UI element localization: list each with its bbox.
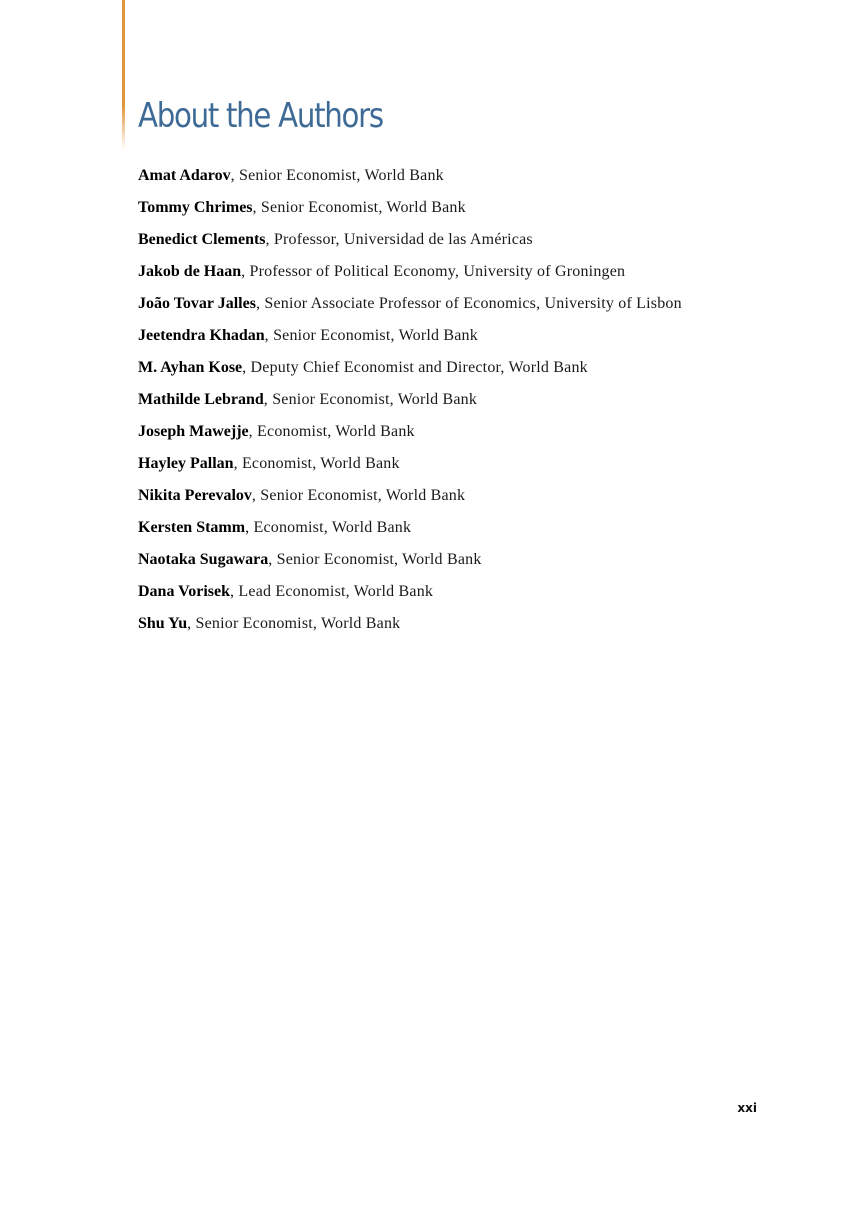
author-name: Kersten Stamm bbox=[138, 519, 246, 536]
author-affiliation: , Senior Economist, World Bank bbox=[264, 327, 478, 344]
author-affiliation: , Economist, World Bank bbox=[245, 519, 412, 536]
page-title: About the Authors bbox=[138, 96, 383, 136]
author-name: Naotaka Sugawara bbox=[138, 551, 269, 568]
author-affiliation: , Senior Economist, World Bank bbox=[252, 199, 466, 216]
author-affiliation: , Senior Economist, World Bank bbox=[263, 391, 478, 408]
author-affiliation: , Lead Economist, World Bank bbox=[230, 583, 434, 600]
author-affiliation: , Economist, World Bank bbox=[233, 455, 400, 472]
accent-rule bbox=[122, 0, 125, 150]
author-entry bbox=[138, 611, 682, 643]
author-entry bbox=[138, 227, 682, 259]
author-entry bbox=[138, 195, 682, 227]
author-name: Shu Yu bbox=[138, 615, 188, 632]
author-affiliation: , Professor, Universidad de las Américas bbox=[265, 231, 533, 248]
author-entry bbox=[138, 483, 682, 515]
author-name: João Tovar Jalles bbox=[138, 295, 256, 312]
page-number: xxi bbox=[737, 1101, 757, 1115]
author-affiliation: , Economist, World Bank bbox=[248, 423, 415, 440]
author-name: Jakob de Haan bbox=[138, 263, 242, 280]
author-affiliation: , Deputy Chief Economist and Director, World Bank bbox=[242, 359, 588, 376]
author-name: Benedict Clements bbox=[138, 231, 266, 248]
author-entry bbox=[138, 419, 682, 451]
author-name: M. Ayhan Kose bbox=[138, 359, 243, 376]
author-affiliation: , Senior Economist, World Bank bbox=[187, 615, 401, 632]
author-name: Dana Vorisek bbox=[138, 583, 231, 600]
author-affiliation: , Senior Economist, World Bank bbox=[230, 167, 444, 184]
author-name: Tommy Chrimes bbox=[138, 199, 253, 216]
author-affiliation: , Senior Economist, World Bank bbox=[268, 551, 482, 568]
author-entry bbox=[138, 259, 682, 291]
author-entry bbox=[138, 355, 682, 387]
author-entry bbox=[138, 387, 682, 419]
author-name: Joseph Mawejje bbox=[138, 423, 249, 440]
author-entry bbox=[138, 547, 682, 579]
author-entry bbox=[138, 291, 682, 323]
author-name: Hayley Pallan bbox=[138, 455, 234, 472]
author-list bbox=[138, 163, 682, 643]
author-entry bbox=[138, 163, 682, 195]
author-affiliation: , Professor of Political Economy, University of Groningen bbox=[241, 263, 626, 280]
author-name: Amat Adarov bbox=[138, 167, 231, 184]
author-name: Jeetendra Khadan bbox=[138, 327, 265, 344]
author-affiliation: , Senior Economist, World Bank bbox=[251, 487, 466, 504]
author-entry bbox=[138, 323, 682, 355]
author-name: Nikita Perevalov bbox=[138, 487, 252, 504]
author-entry bbox=[138, 579, 682, 611]
author-entry bbox=[138, 451, 682, 483]
author-entry bbox=[138, 515, 682, 547]
author-affiliation: , Senior Associate Professor of Economics, University of Lisbon bbox=[255, 295, 682, 312]
author-name: Mathilde Lebrand bbox=[138, 391, 264, 408]
